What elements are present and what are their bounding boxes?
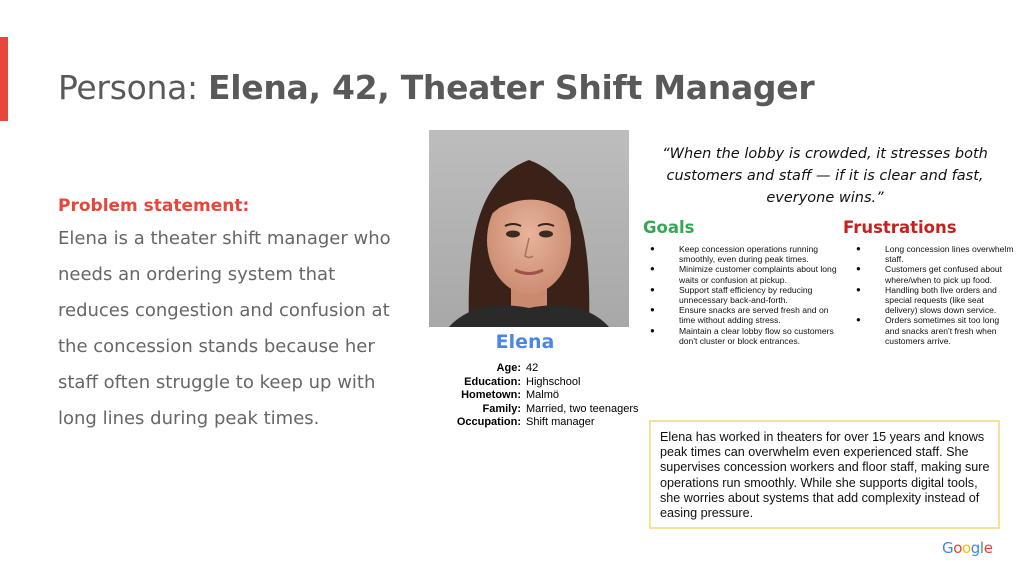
goal-text: Keep concession operations running smoothly, even during peak times. (679, 244, 819, 265)
logo-letter: o (962, 539, 971, 557)
persona-photo (429, 130, 629, 327)
goals-heading: Goals (643, 218, 695, 237)
frustration-text: Long concession lines overwhelm staff. (885, 244, 1014, 265)
frustrations-heading: Frustrations (843, 218, 957, 237)
list-item (852, 244, 1014, 264)
title-prefix: Persona: (58, 68, 209, 107)
list-item (646, 244, 838, 264)
google-logo (942, 539, 993, 557)
problem-text: Elena is a theater shift manager who needs an ordering system that reduces congestion and confusion at the concession stands because her staff often struggle to keep up with long lines during peak times. (58, 228, 391, 429)
portrait-image (429, 130, 629, 327)
fact-label: Hometown: (461, 389, 521, 402)
goal-text: Minimize customer complaints about long waits or confusion at pickup. (679, 264, 837, 285)
goals-list (646, 244, 838, 346)
list-item (852, 315, 1014, 346)
list-item (646, 285, 838, 305)
fact-age (452, 362, 639, 376)
fact-value: Shift manager (526, 416, 595, 429)
fact-label: Education: (464, 375, 521, 388)
fact-education (452, 376, 639, 390)
bio-box: Elena has worked in theaters for over 15 years and knows peak times can overwhelm even experienced staff. She supervises concession workers and floor staff, making sure operations run smoothly. While she supports digital tools, she worries about systems that add complexity instead of easing pressure. (649, 420, 1000, 529)
frustration-text: Orders sometimes sit too long and snacks aren't fresh when customers arrive. (885, 315, 1000, 346)
bullet-icon: ● (650, 284, 655, 294)
goal-text: Ensure snacks are served fresh and on time without adding stress. (679, 305, 829, 326)
fact-hometown (452, 389, 639, 403)
fact-value: Highschool (526, 375, 581, 388)
problem-label: Problem statement: (58, 196, 250, 216)
persona-name: Elena (495, 331, 555, 353)
goal-text: Support staff efficiency by reducing unnecessary back-and-forth. (679, 284, 813, 306)
accent-bar (0, 37, 8, 121)
list-item (646, 305, 838, 325)
title-main: Elena, 42, Theater Shift Manager (208, 68, 815, 107)
page-title (58, 68, 814, 107)
persona-facts (452, 362, 639, 430)
bullet-icon: ● (650, 264, 655, 274)
logo-letter: e (983, 539, 993, 557)
fact-label: Family: (482, 402, 521, 415)
fact-value: Malmö (526, 389, 560, 402)
bullet-icon: ● (856, 264, 861, 274)
logo-letter: G (942, 539, 954, 557)
bullet-icon: ● (856, 244, 861, 253)
logo-letter: g (970, 539, 980, 557)
goal-text: Maintain a clear lobby flow so customers don't cluster or block entrances. (679, 325, 834, 346)
list-item (646, 264, 838, 284)
fact-occupation (452, 416, 639, 430)
list-item (852, 285, 1014, 316)
fact-label: Occupation: (456, 416, 521, 429)
fact-value: 42 (526, 362, 539, 374)
bullet-icon: ● (856, 284, 861, 294)
bullet-icon: ● (856, 315, 861, 325)
fact-family (452, 403, 639, 417)
persona-quote: “When the lobby is crowded, it stresses both customers and staff — if it is clear and fast, everyone wins.” (662, 146, 988, 206)
frustration-text: Customers get confused about where/when to pick up food. (885, 264, 1003, 285)
bullet-icon: ● (650, 244, 655, 253)
fact-value: Married, two teenagers (526, 402, 639, 415)
bullet-icon: ● (650, 325, 655, 335)
problem-statement (58, 196, 403, 437)
list-item (852, 264, 1014, 284)
frustration-text: Handling both live orders and special requests (like seat delivery) slows down service. (885, 284, 997, 316)
logo-letter: l (979, 539, 984, 557)
fact-label: Age: (496, 362, 521, 374)
frustrations-list (852, 244, 1014, 346)
logo-letter: o (953, 539, 963, 557)
bullet-icon: ● (650, 305, 655, 315)
list-item (646, 326, 838, 346)
